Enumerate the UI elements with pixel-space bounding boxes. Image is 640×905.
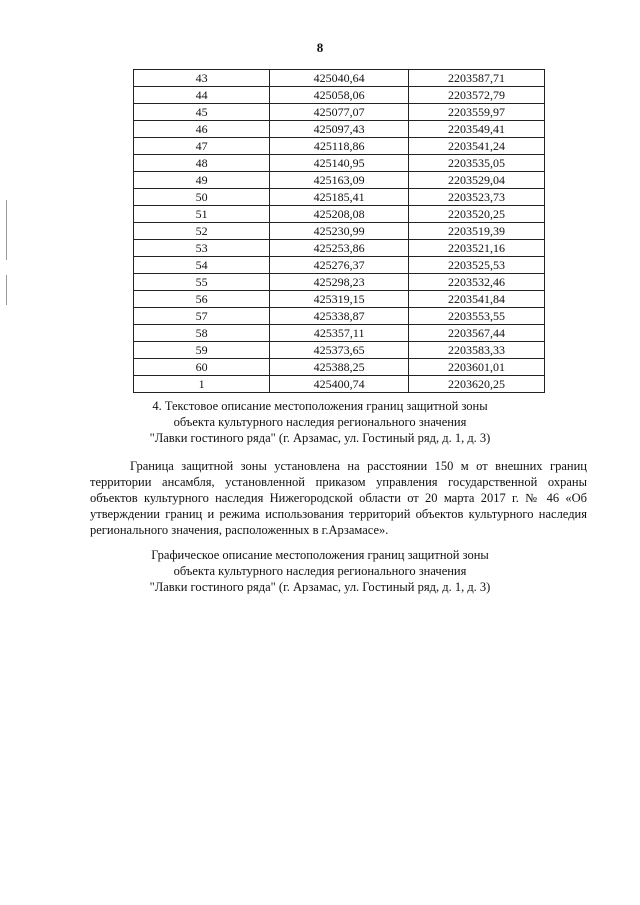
- point-number-cell: 52: [134, 223, 270, 240]
- table-row: [134, 240, 545, 257]
- point-number-cell: 48: [134, 155, 270, 172]
- y-coordinate-cell: 2203583,33: [409, 342, 545, 359]
- y-coordinate-cell: 2203541,24: [409, 138, 545, 155]
- point-number-cell: 49: [134, 172, 270, 189]
- point-number-cell: 56: [134, 291, 270, 308]
- body-line: территории ансамбля, установленной приказом управления государственной охраны: [90, 475, 587, 489]
- y-coordinate-cell: 2203525,53: [409, 257, 545, 274]
- point-number-cell: 50: [134, 189, 270, 206]
- y-coordinate-cell: 2203572,79: [409, 87, 545, 104]
- table-row: [134, 257, 545, 274]
- x-coordinate-cell: 425400,74: [270, 376, 409, 393]
- coordinates-table-body: [134, 70, 545, 393]
- table-row: [134, 172, 545, 189]
- table-row: [134, 376, 545, 393]
- point-number-cell: 47: [134, 138, 270, 155]
- point-number-cell: 54: [134, 257, 270, 274]
- y-coordinate-cell: 2203601,01: [409, 359, 545, 376]
- point-number-cell: 44: [134, 87, 270, 104]
- x-coordinate-cell: 425185,41: [270, 189, 409, 206]
- x-coordinate-cell: 425163,09: [270, 172, 409, 189]
- y-coordinate-cell: 2203529,04: [409, 172, 545, 189]
- point-number-cell: 55: [134, 274, 270, 291]
- x-coordinate-cell: 425077,07: [270, 104, 409, 121]
- table-row: [134, 206, 545, 223]
- x-coordinate-cell: 425357,11: [270, 325, 409, 342]
- point-number-cell: 57: [134, 308, 270, 325]
- x-coordinate-cell: 425319,15: [270, 291, 409, 308]
- table-row: [134, 104, 545, 121]
- graphic-heading-line: "Лавки гостиного ряда" (г. Арзамас, ул. Гостиный ряд, д. 1, д. 3): [149, 580, 491, 594]
- graphic-heading-line: Графическое описание местоположения границ защитной зоны: [151, 548, 489, 562]
- y-coordinate-cell: 2203553,55: [409, 308, 545, 325]
- x-coordinate-cell: 425338,87: [270, 308, 409, 325]
- x-coordinate-cell: 425140,95: [270, 155, 409, 172]
- point-number-cell: 1: [134, 376, 270, 393]
- table-row: [134, 87, 545, 104]
- scan-margin-mark: [6, 275, 7, 305]
- y-coordinate-cell: 2203559,97: [409, 104, 545, 121]
- table-row: [134, 155, 545, 172]
- point-number-cell: 46: [134, 121, 270, 138]
- table-row: [134, 121, 545, 138]
- y-coordinate-cell: 2203519,39: [409, 223, 545, 240]
- point-number-cell: 59: [134, 342, 270, 359]
- x-coordinate-cell: 425208,08: [270, 206, 409, 223]
- x-coordinate-cell: 425230,99: [270, 223, 409, 240]
- point-number-cell: 45: [134, 104, 270, 121]
- point-number-cell: 53: [134, 240, 270, 257]
- y-coordinate-cell: 2203587,71: [409, 70, 545, 87]
- table-row: [134, 189, 545, 206]
- table-row: [134, 70, 545, 87]
- table-row: [134, 308, 545, 325]
- graphic-heading-line: объекта культурного наследия регионального значения: [173, 564, 467, 578]
- y-coordinate-cell: 2203541,84: [409, 291, 545, 308]
- section-4-heading-line: объекта культурного наследия регионального значения: [173, 415, 467, 429]
- x-coordinate-cell: 425118,86: [270, 138, 409, 155]
- graphic-description-heading: [100, 547, 540, 595]
- section-4-heading-line: "Лавки гостиного ряда" (г. Арзамас, ул. Гостиный ряд, д. 1, д. 3): [149, 431, 491, 445]
- section-4-heading: [100, 398, 540, 446]
- section-4-body-paragraph: [90, 458, 587, 538]
- body-line: объектов культурного наследия Нижегородской области от 20 марта 2017 г. № 46 «Об: [90, 491, 587, 505]
- table-row: [134, 342, 545, 359]
- body-line: Граница защитной зоны установлена на расстоянии 150 м от внешних границ: [130, 459, 587, 473]
- page-number: 8: [316, 40, 324, 55]
- x-coordinate-cell: 425058,06: [270, 87, 409, 104]
- y-coordinate-cell: 2203523,73: [409, 189, 545, 206]
- x-coordinate-cell: 425373,65: [270, 342, 409, 359]
- table-row: [134, 359, 545, 376]
- point-number-cell: 43: [134, 70, 270, 87]
- scan-margin-mark: [6, 200, 7, 260]
- x-coordinate-cell: 425253,86: [270, 240, 409, 257]
- point-number-cell: 60: [134, 359, 270, 376]
- y-coordinate-cell: 2203535,05: [409, 155, 545, 172]
- point-number-cell: 51: [134, 206, 270, 223]
- y-coordinate-cell: 2203620,25: [409, 376, 545, 393]
- x-coordinate-cell: 425388,25: [270, 359, 409, 376]
- x-coordinate-cell: 425298,23: [270, 274, 409, 291]
- y-coordinate-cell: 2203521,16: [409, 240, 545, 257]
- y-coordinate-cell: 2203520,25: [409, 206, 545, 223]
- table-row: [134, 274, 545, 291]
- x-coordinate-cell: 425276,37: [270, 257, 409, 274]
- body-line: утверждении границ и режима использования территорий объектов культурного наследия: [90, 507, 587, 521]
- table-row: [134, 138, 545, 155]
- point-number-cell: 58: [134, 325, 270, 342]
- y-coordinate-cell: 2203532,46: [409, 274, 545, 291]
- table-row: [134, 223, 545, 240]
- table-row: [134, 325, 545, 342]
- x-coordinate-cell: 425097,43: [270, 121, 409, 138]
- coordinates-table: [133, 69, 545, 393]
- y-coordinate-cell: 2203549,41: [409, 121, 545, 138]
- body-line: регионального значения, расположенных в г.Арзамасе».: [90, 523, 389, 537]
- y-coordinate-cell: 2203567,44: [409, 325, 545, 342]
- x-coordinate-cell: 425040,64: [270, 70, 409, 87]
- section-4-heading-line: 4. Текстовое описание местоположения границ защитной зоны: [152, 399, 488, 413]
- table-row: [134, 291, 545, 308]
